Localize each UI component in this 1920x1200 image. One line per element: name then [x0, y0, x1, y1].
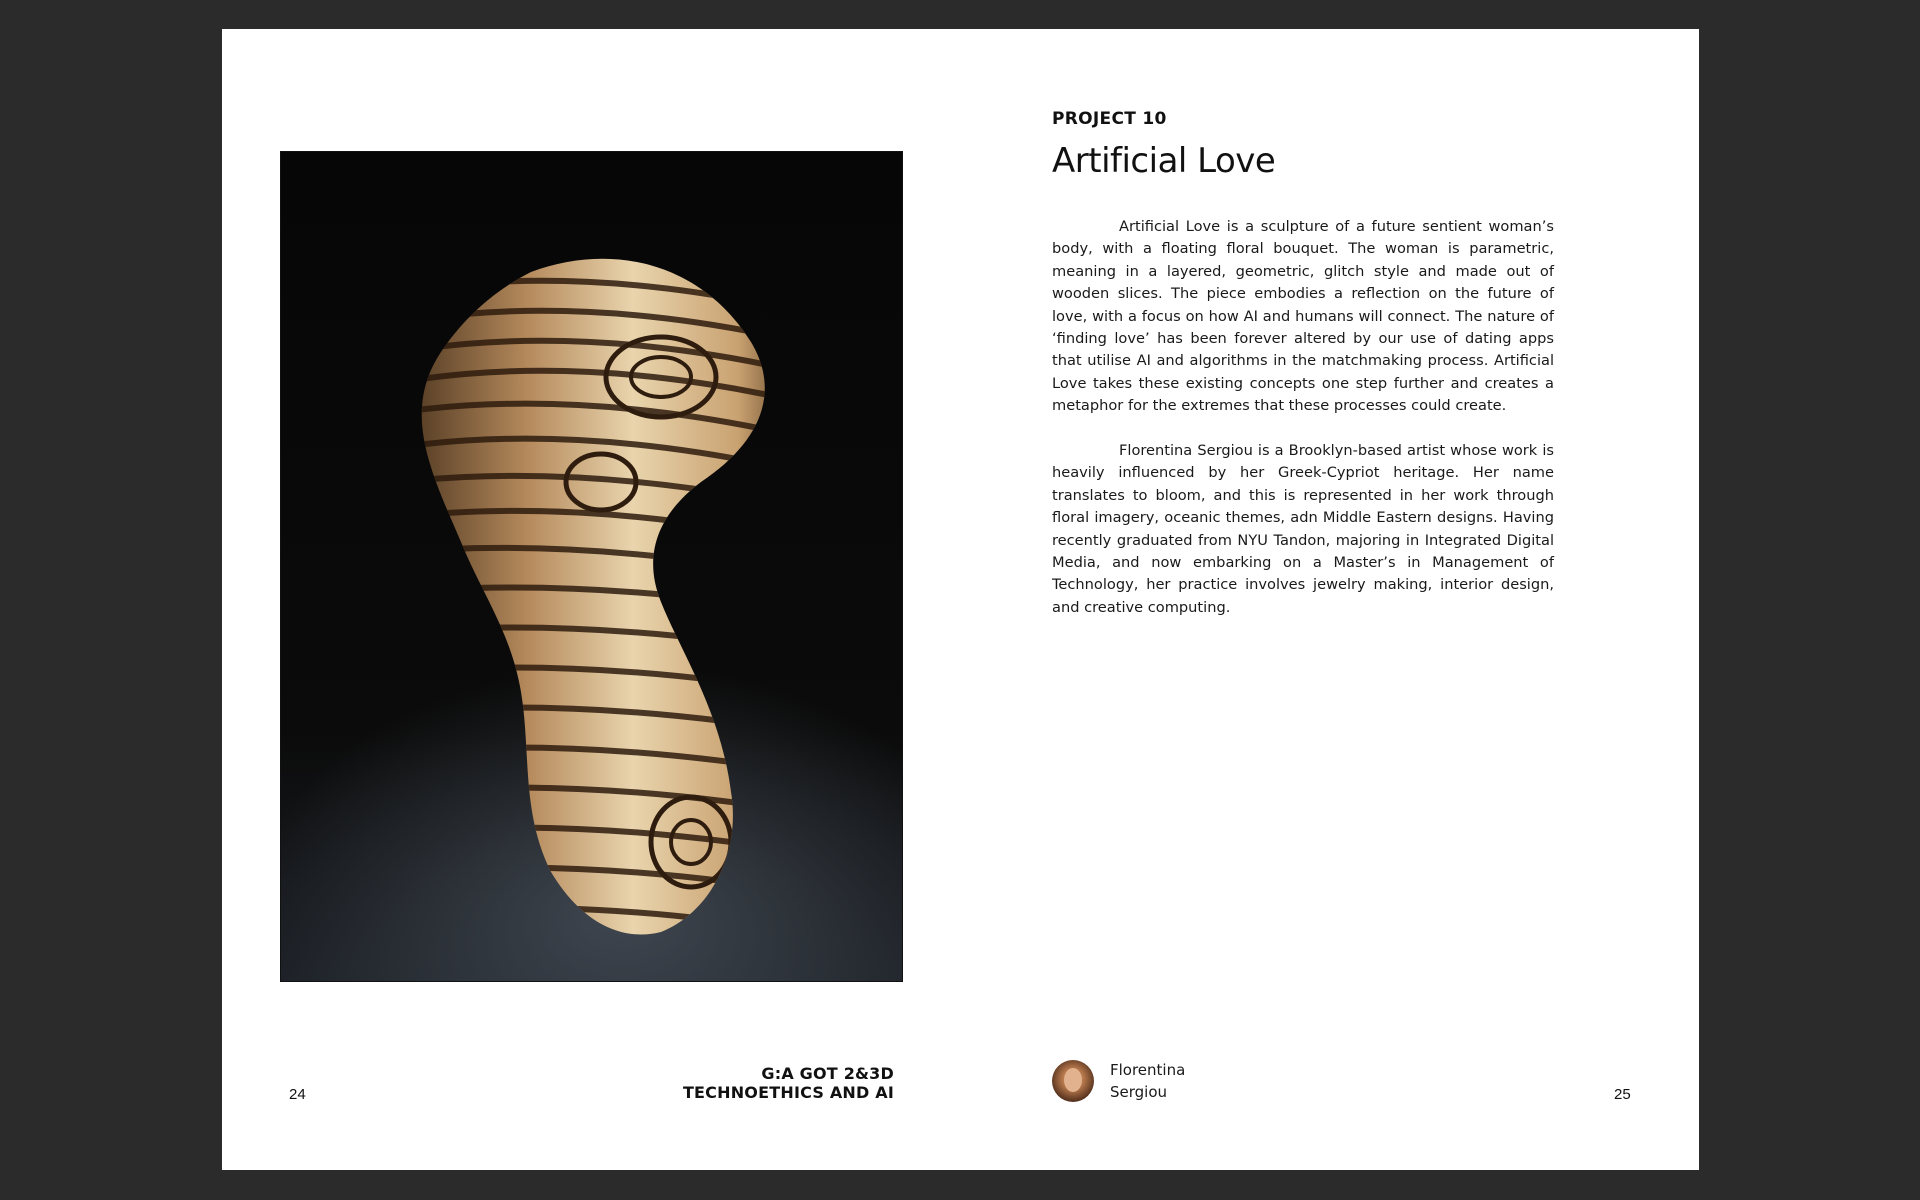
publication-title	[502, 1064, 894, 1102]
page-number-right: 25	[1614, 1086, 1631, 1103]
description-paragraph: Artificial Love is a sculpture of a future sentient woman’s body, with a floating floral bouquet. The woman is parametric, meaning in a layered, geometric, glitch style and made out of wooden slices. The piece embodies a reflection on the future of love, with a focus on how AI and humans will connect. The nature of ‘finding love’ has been forever altered by our use of dating apps that utilise AI and algorithms in the matchmaking process. Artificial Love takes these existing concepts one step further and creates a metaphor for the extremes that these processes could create.	[1052, 218, 1554, 415]
publication-title-line1: G:A GOT 2&3D	[761, 1064, 894, 1083]
avatar	[1052, 1060, 1094, 1102]
project-label: PROJECT 10	[1052, 109, 1167, 129]
artist-first-name: Florentina	[1110, 1061, 1186, 1079]
publication-title-line2: TECHNOETHICS AND AI	[682, 1083, 894, 1102]
artist-credit	[1052, 1059, 1185, 1103]
sculpture-image-icon	[281, 152, 903, 982]
page-title: Artificial Love	[1052, 141, 1276, 181]
page-number-left: 24	[289, 1086, 306, 1103]
artist-bio-paragraph: Florentina Sergiou is a Brooklyn-based artist whose work is heavily influenced by her Greek-Cypriot heritage. Her name translates to bloom, and this is represented in her work through floral imagery, oceanic themes, adn Middle Eastern designs. Having recently graduated from NYU Tandon, majoring in Integrated Digital Media, and now embarking on a Master’s in Management of Technology, her practice involves jewelry making, interior design, and creative computing.	[1052, 442, 1554, 616]
artist-name	[1110, 1059, 1185, 1103]
artist-last-name: Sergiou	[1110, 1083, 1168, 1101]
document-spread	[222, 29, 1699, 1170]
sculpture-photo	[280, 151, 903, 982]
